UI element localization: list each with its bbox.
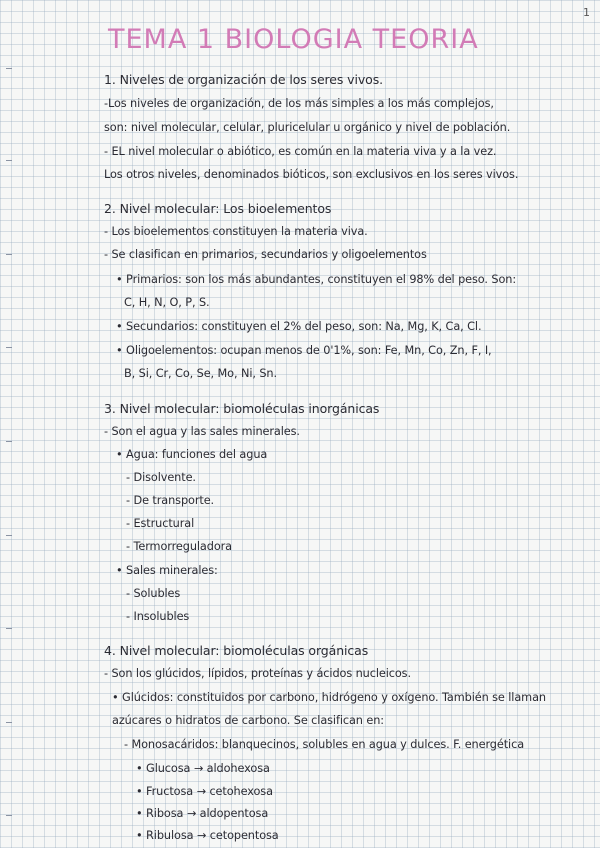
- margin-tick: [6, 441, 12, 442]
- margin-tick: [6, 347, 12, 348]
- list-item: - Solubles: [126, 587, 181, 600]
- list-item: • Oligoelementos: ocupan menos de 0'1%, son: Fe, Mn, Co, Zn, F, I,: [116, 344, 492, 357]
- list-item: - Estructural: [126, 517, 195, 530]
- section-heading-4: 4. Nivel molecular: biomoléculas orgánicas: [104, 643, 369, 658]
- list-item: • Ribosa → aldopentosa: [136, 807, 269, 820]
- list-item: - De transporte.: [126, 494, 215, 507]
- section-heading-2: 2. Nivel molecular: Los bioelementos: [104, 201, 332, 216]
- margin-tick: [6, 722, 12, 723]
- text-line: - Se clasifican en primarios, secundarios y oligoelementos: [104, 248, 427, 261]
- list-item: • Agua: funciones del agua: [116, 448, 268, 461]
- text-line: - Son el agua y las sales minerales.: [104, 425, 300, 438]
- list-item: • Fructosa → cetohexosa: [136, 785, 273, 798]
- list-item: C, H, N, O, P, S.: [124, 296, 210, 309]
- margin-tick: [6, 254, 12, 255]
- page-title: TEMA 1 BIOLOGIA TEORIA: [108, 24, 479, 55]
- text-line: - Son los glúcidos, lípidos, proteínas y ácidos nucleicos.: [104, 667, 411, 680]
- list-item: • Secundarios: constituyen el 2% del peso, son: Na, Mg, K, Ca, Cl.: [116, 320, 482, 333]
- text-line: Los otros niveles, denominados bióticos, son exclusivos en los seres vivos.: [104, 168, 519, 181]
- text-line: -Los niveles de organización, de los más simples a los más complejos,: [104, 97, 494, 110]
- margin-tick: [6, 68, 12, 69]
- page-number: 1: [583, 6, 590, 19]
- margin-tick: [6, 815, 12, 816]
- section-heading-3: 3. Nivel molecular: biomoléculas inorgánicas: [104, 401, 380, 416]
- text-line: son: nivel molecular, celular, pluricelular u orgánico y nivel de población.: [104, 121, 511, 134]
- list-item: • Glúcidos: constituidos por carbono, hidrógeno y oxígeno. También se llaman: [112, 691, 546, 704]
- margin-tick: [6, 160, 12, 161]
- list-item: • Primarios: son los más abundantes, constituyen el 98% del peso. Son:: [116, 273, 517, 286]
- list-item: B, Si, Cr, Co, Se, Mo, Ni, Sn.: [124, 367, 277, 380]
- list-item: • Sales minerales:: [116, 564, 218, 577]
- section-heading-1: 1. Niveles de organización de los seres vivos.: [104, 72, 383, 87]
- list-item: - Monosacáridos: blanquecinos, solubles en agua y dulces. F. energética: [124, 738, 525, 751]
- margin-tick: [6, 535, 12, 536]
- text-line: - Los bioelementos constituyen la materia viva.: [104, 225, 368, 238]
- list-item: azúcares o hidratos de carbono. Se clasifican en:: [112, 714, 384, 727]
- list-item: - Termorreguladora: [126, 540, 232, 553]
- margin-tick: [6, 628, 12, 629]
- list-item: - Disolvente.: [126, 471, 196, 484]
- list-item: - Insolubles: [126, 610, 190, 623]
- list-item: • Ribulosa → cetopentosa: [136, 829, 279, 842]
- list-item: • Glucosa → aldohexosa: [136, 762, 270, 775]
- text-line: - EL nivel molecular o abiótico, es común en la materia viva y a la vez.: [104, 145, 497, 158]
